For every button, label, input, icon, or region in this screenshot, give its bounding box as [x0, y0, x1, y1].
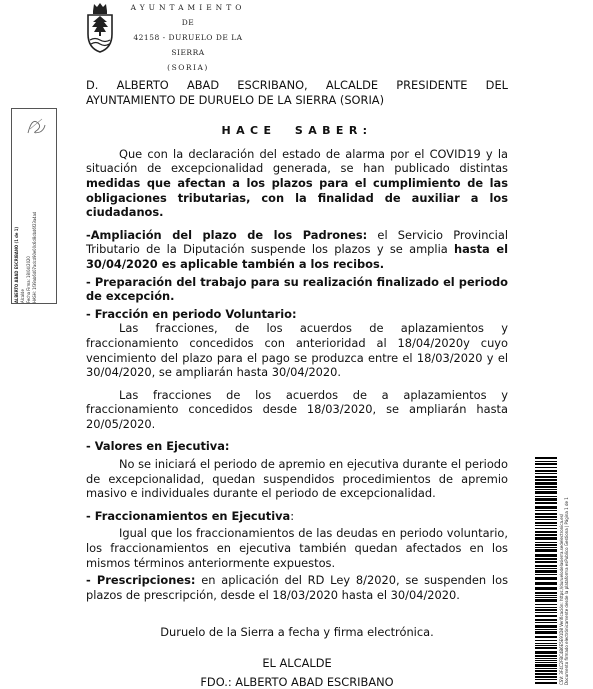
header-line-4: (SORIA) — [167, 63, 209, 72]
signature-role: EL ALCALDE — [262, 656, 332, 670]
paragraph-voluntario-1: Las fracciones, de los acuerdos de aplazamientos y fraccionamiento concedidos con anterioridad al 18/04/2020y cuyo vencimiento del plazo para el pago se produzca entre el 18/03/2020 y el 30/04/2020, se ampliarán hasta 30/04/2020. — [86, 321, 508, 380]
text-span-bold: - Fraccionamientos en Ejecutiva — [86, 508, 291, 523]
text-span: Que con la declaración del estado de alarma por el COVID19 y la situación de excepcionalidad generada, se han publicado distintas — [86, 146, 508, 176]
paragraph-padrones — [86, 228, 508, 272]
barcode-icon — [535, 455, 557, 685]
heading-fraccionamientos — [86, 509, 508, 524]
hace-saber-heading: HACE SABER: — [221, 124, 373, 138]
prescripciones-heading: - Prescripciones: — [86, 573, 196, 588]
stamp-line-2: Alcalde — [20, 289, 25, 303]
barcode-caption — [559, 455, 589, 685]
heading-ejecutiva: - Valores en Ejecutiva: — [86, 439, 230, 454]
stamp-line-4: HASH: 1f39ab6d07adcd90e00c6d8dbd6f23a4ad — [32, 211, 37, 303]
paragraph-intro-measures — [86, 147, 508, 220]
text-span-bold: hasta el 30/04/2020 es aplicable también a los recibos. — [86, 242, 508, 271]
header-line-1: AYUNTAMIENTO — [130, 3, 246, 12]
municipal-crest-icon — [84, 2, 116, 54]
signature-stamp-box — [11, 108, 57, 304]
document-body — [86, 78, 508, 689]
stamp-line-3: Fecha Firma: 18/04/2020 — [26, 256, 31, 303]
signature-icon — [24, 111, 48, 137]
paragraph-fraccionamientos: Igual que los fraccionamientos de las deudas en periodo voluntario, los fraccionamientos en ejecutiva también quedan afectados en los mismos términos anteriormente expuestos. — [86, 526, 508, 570]
padrones-heading: -Ampliación del plazo de los Padrones: — [86, 227, 368, 242]
signature-stamp-text — [14, 113, 54, 303]
barcode-block — [535, 455, 593, 685]
barcode-caption-line-1: CSV: 3F4C2FBC4B6E5E91D8 Verificación: https://duruelodelasierra.sedelectronica.es/ — [559, 513, 564, 685]
paragraph-prescripciones — [86, 573, 508, 602]
intro-paragraph: D. ALBERTO ABAD ESCRIBANO, ALCALDE PRESIDENTE DEL AYUNTAMIENTO DE DURUELO DE LA SIERRA (SORIA) — [86, 78, 508, 107]
municipality-header — [118, 0, 258, 75]
header-line-2: DE — [181, 18, 195, 27]
text-span: en aplicación del RD Ley 8/2020, se suspenden los plazos de prescripción, desde el 18/03/2020 hasta el 30/04/2020. — [86, 573, 508, 602]
text-span-bold: medidas que afectan a los plazos para el cumplimiento de las obligaciones tributarias, con la finalidad de auxiliar a los ciudadanos. — [86, 175, 508, 220]
paragraph-voluntario-2: Las fracciones de los acuerdos de a aplazamientos y fraccionamiento concedidos desde 18/03/2020, se ampliarán hasta 20/05/2020. — [86, 387, 508, 431]
closing-line: Duruelo de la Sierra a fecha y firma electrónica. — [160, 625, 434, 640]
text-span: el Servicio Provincial Tributario de la Diputación suspende los plazos y se amplia — [86, 227, 508, 257]
paragraph-ejecutiva: No se iniciará el periodo de apremio en ejecutiva durante el periodo de excepcionalidad, quedan suspendidos procedimientos de apremio masivo e individuales durante el periodo de excepcionalidad. — [86, 457, 508, 501]
barcode-caption-line-2: Documento firmado electrónicamente desde la plataforma esPublico Gestiona | Página 1 de 1 — [564, 497, 570, 685]
header-line-3: 42158 - DURUELO DE LA SIERRA — [133, 33, 243, 57]
stamp-line-1: ALBERTO ABAD ESCRIBANO (1 de 1) — [14, 226, 19, 303]
signature-name: FDO.: ALBERTO ABAD ESCRIBANO — [200, 674, 394, 689]
paragraph-preparacion: - Preparación del trabajo para su realización finalizado el periodo de excepción. — [86, 274, 508, 304]
heading-voluntario: - Fracción en periodo Voluntario: — [86, 306, 297, 321]
text-span: : — [290, 508, 295, 523]
